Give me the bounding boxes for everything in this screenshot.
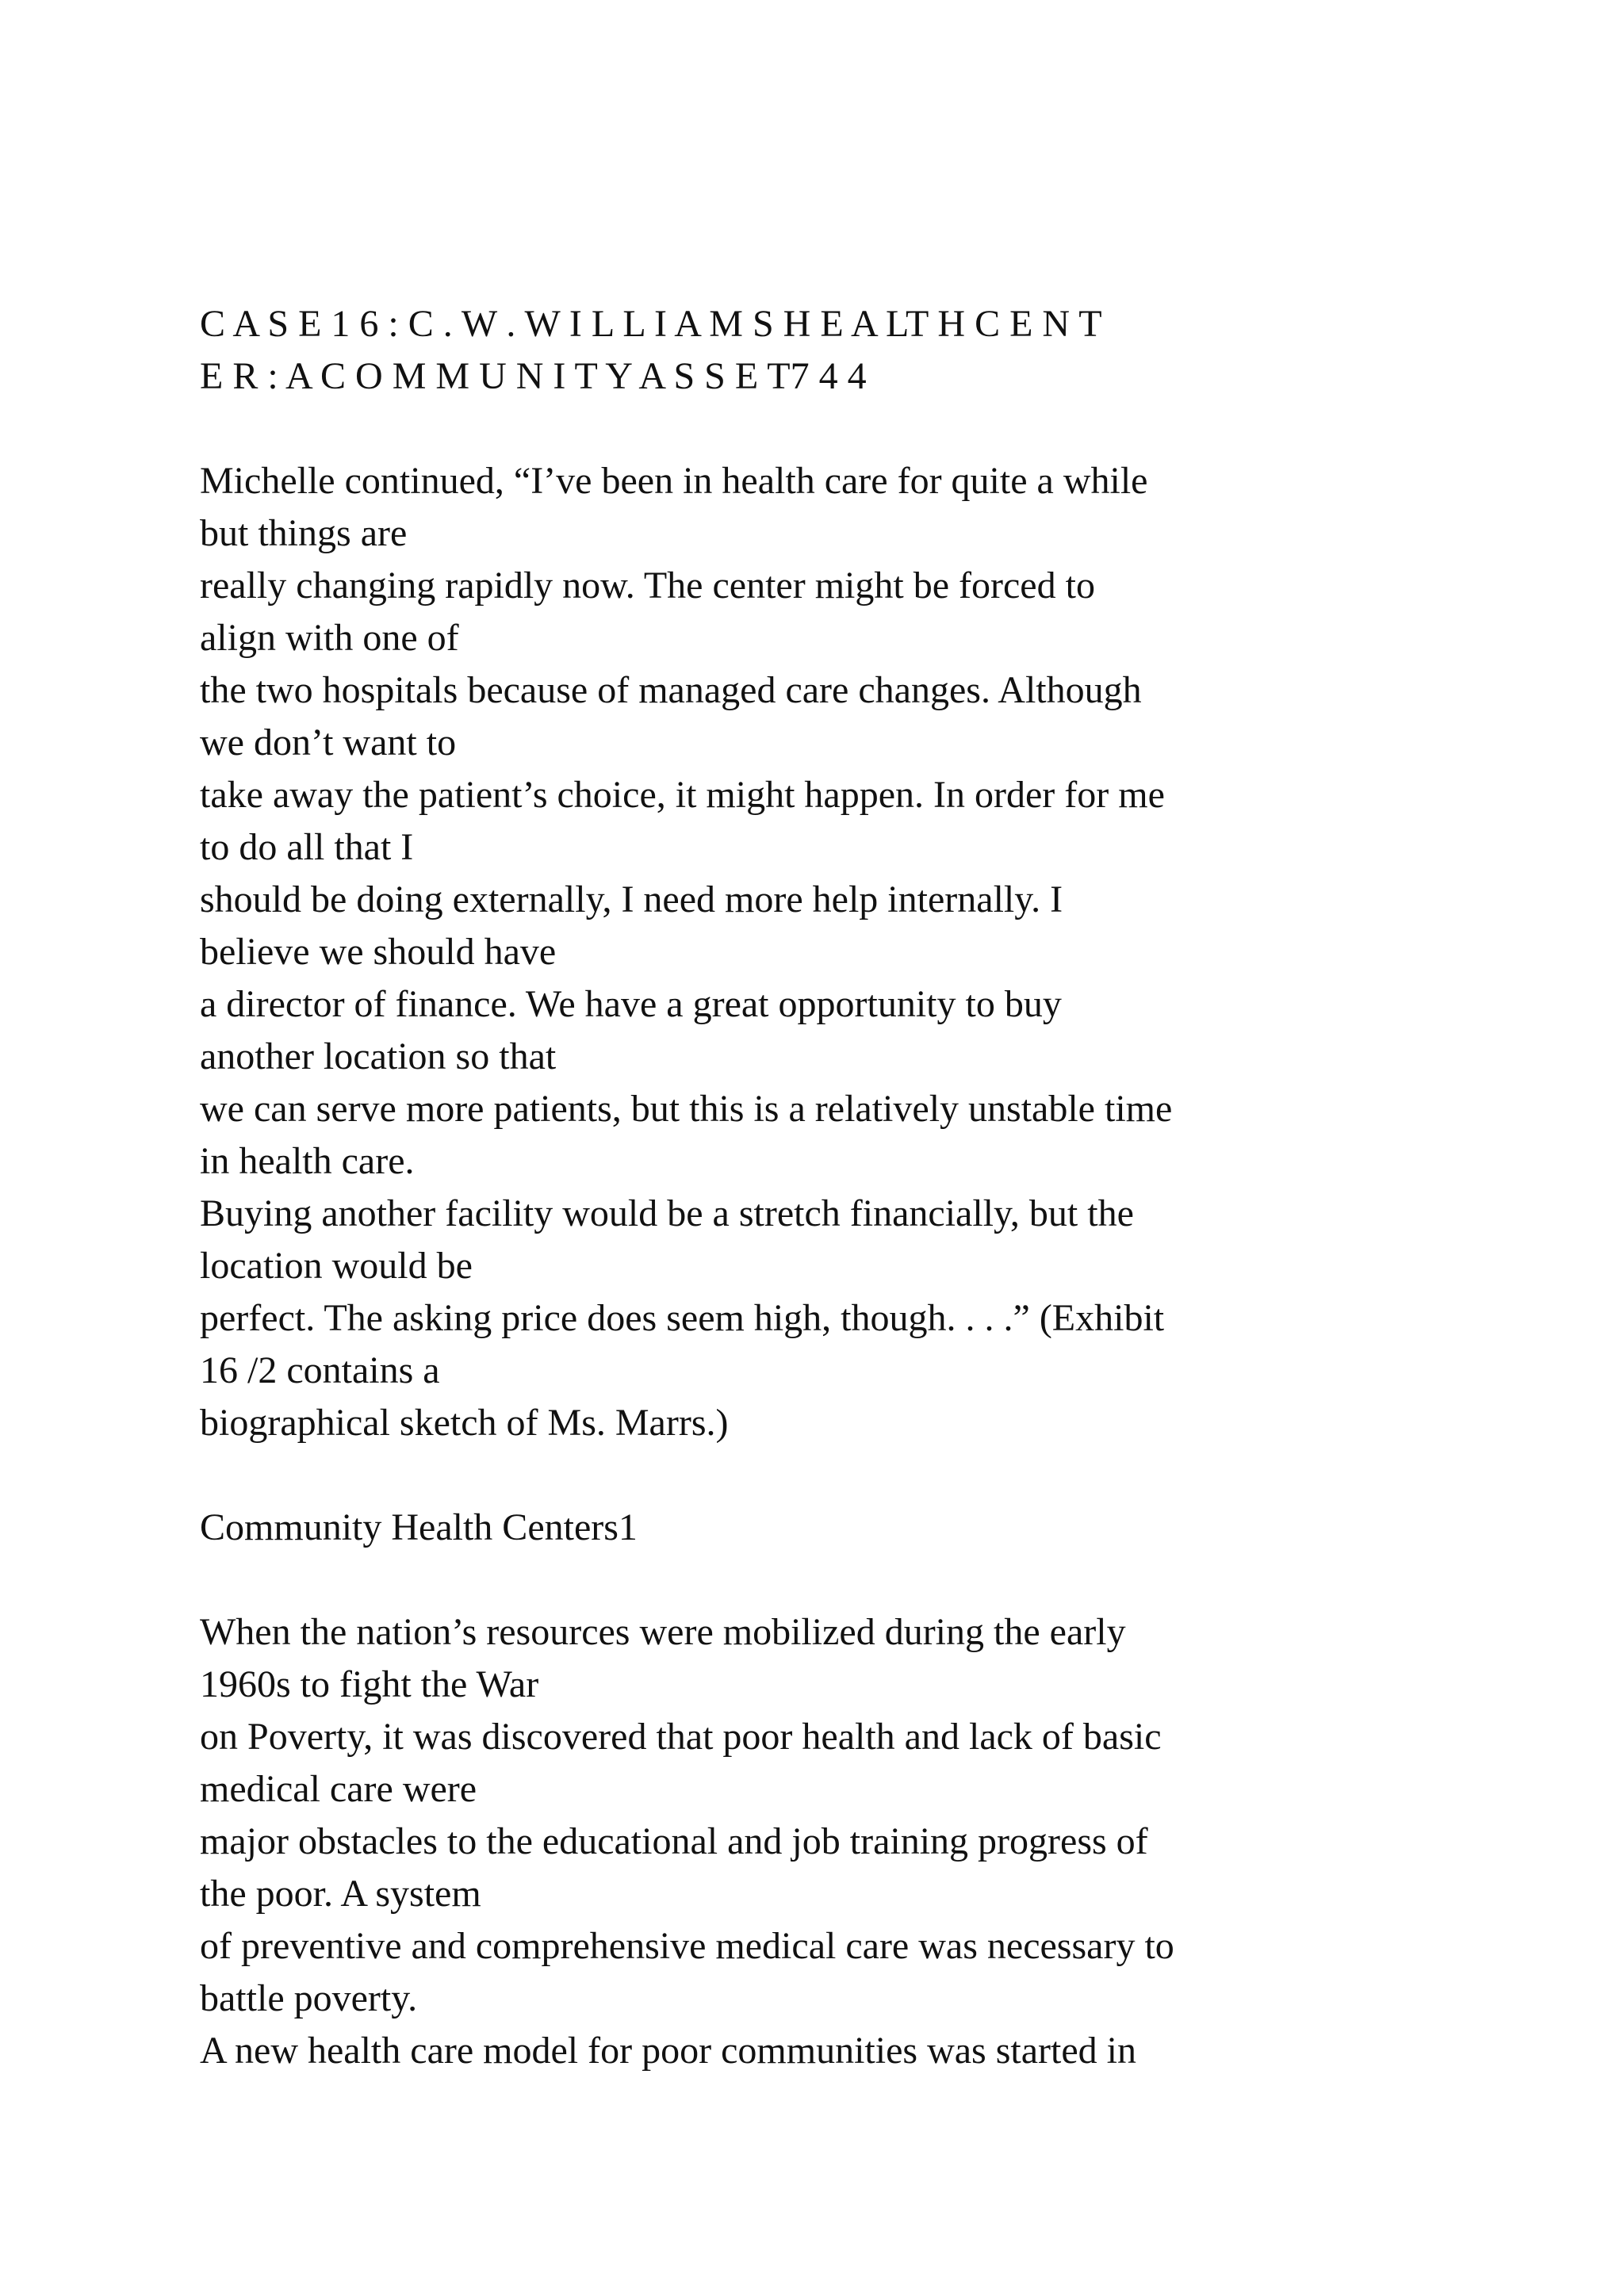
text-line: perfect. The asking price does seem high, though. . . .” (Exhibit [200,1297,1165,1339]
text-line: the poor. A system [200,1873,481,1915]
text-line: a director of finance. We have a great opportunity to buy [200,983,1062,1025]
case-header [200,298,1437,403]
paragraph-spacer [200,403,1437,455]
text-line: medical care were [200,1768,477,1810]
text-line: location would be [200,1245,473,1287]
document-content [200,298,1437,2077]
paragraph-community-health-centers [200,1606,1437,2077]
text-line: major obstacles to the educational and job training progress of [200,1820,1148,1862]
text-line: biographical sketch of Ms. Marrs.) [200,1402,729,1444]
section-heading: Community Health Centers1 [200,1506,638,1548]
text-line: another location so that [200,1035,557,1077]
text-line: on Poverty, it was discovered that poor health and lack of basic [200,1716,1162,1758]
text-line: we don’t want to [200,721,457,763]
text-line: to do all that I [200,826,414,868]
case-header-line: C A S E 1 6 : C . W . W I L L I A M S H E A LT H C E N T [200,303,1102,345]
text-line: believe we should have [200,931,557,973]
text-line: should be doing externally, I need more help internally. I [200,878,1063,920]
text-line: take away the patient’s choice, it might happen. In order for me [200,774,1165,816]
text-line: A new health care model for poor communities was started in [200,2030,1136,2072]
text-line: but things are [200,512,408,554]
case-header-line: E R : A C O M M U N I T Y A S S E T7 4 4 [200,355,867,397]
text-line: really changing rapidly now. The center might be forced to [200,564,1095,607]
paragraph-spacer [200,1554,1437,1606]
text-line: in health care. [200,1140,415,1182]
text-line: battle poverty. [200,1977,418,2019]
text-line: 16 /2 contains a [200,1349,440,1391]
paragraph-spacer [200,1449,1437,1502]
text-line: When the nation’s resources were mobilized during the early [200,1611,1126,1653]
text-line: Buying another facility would be a stretch financially, but the [200,1192,1134,1234]
text-line: Michelle continued, “I’ve been in health care for quite a while [200,460,1148,502]
paragraph-michelle-quote [200,455,1437,1449]
text-line: 1960s to fight the War [200,1663,539,1705]
text-line: the two hospitals because of managed care changes. Although [200,669,1142,711]
text-line: of preventive and comprehensive medical care was necessary to [200,1925,1174,1967]
text-line: align with one of [200,617,459,659]
text-line: we can serve more patients, but this is a relatively unstable time [200,1088,1173,1130]
